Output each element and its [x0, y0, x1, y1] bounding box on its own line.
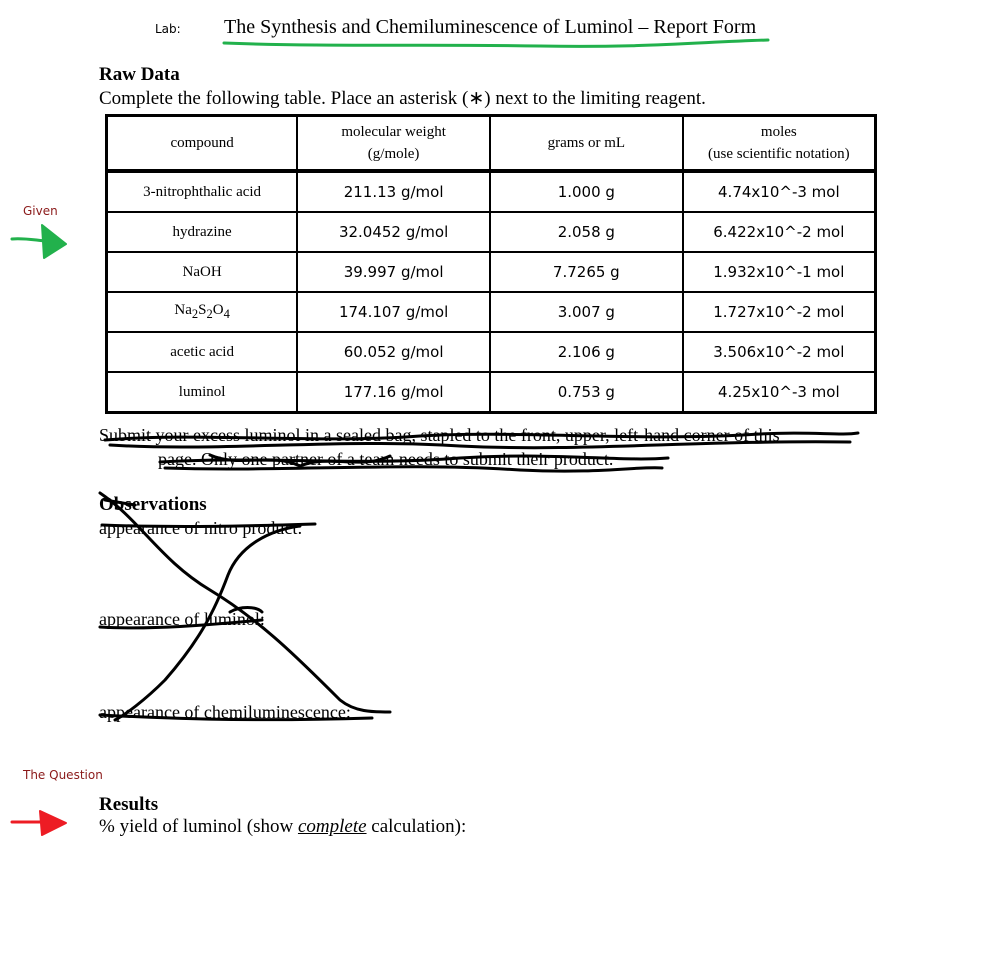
table-row [107, 292, 876, 332]
results-emphasis: complete [297, 816, 367, 837]
compound-cell: 3-nitrophthalic acid [107, 171, 298, 212]
amount-cell[interactable]: 7.7265 g [490, 252, 683, 292]
mw-cell[interactable]: 39.997 g/mol [297, 252, 490, 292]
mw-cell[interactable]: 211.13 g/mol [297, 171, 490, 212]
col-mw-unit: (g/mole) [367, 146, 420, 162]
raw-data-heading: Raw Data [99, 64, 180, 85]
green-arrow-icon [12, 225, 66, 258]
col-moles-label: moles [760, 124, 797, 140]
table-row [107, 372, 876, 413]
question-label: The Question [23, 768, 103, 782]
table-row [107, 171, 876, 212]
lab-label: Lab: [155, 22, 181, 36]
results-prefix: % yield of luminol (show [99, 816, 298, 837]
table-header-row [107, 116, 876, 172]
col-grams: grams or mL [490, 116, 683, 172]
moles-cell[interactable]: 6.422x10^-2 mol [683, 212, 876, 252]
obs-nitro-label: appearance of nitro product: [99, 518, 303, 538]
table-row [107, 212, 876, 252]
observations-heading: Observations [99, 494, 207, 515]
amount-cell[interactable]: 2.106 g [490, 332, 683, 372]
compound-cell: hydrazine [107, 212, 298, 252]
moles-cell[interactable]: 1.727x10^-2 mol [683, 292, 876, 332]
results-question [99, 816, 466, 838]
raw-data-instruction: Complete the following table. Place an asterisk (∗) next to the limiting reagent. [99, 88, 706, 109]
moles-cell[interactable]: 4.74x10^-3 mol [683, 171, 876, 212]
table-row [107, 332, 876, 372]
col-molecular-weight [297, 116, 490, 172]
mw-cell[interactable]: 60.052 g/mol [297, 332, 490, 372]
compound-cell: acetic acid [107, 332, 298, 372]
table-row [107, 252, 876, 292]
results-suffix: calculation): [366, 816, 467, 837]
raw-data-table [105, 114, 877, 414]
red-arrow-icon [12, 811, 66, 835]
mw-cell[interactable]: 32.0452 g/mol [297, 212, 490, 252]
amount-cell[interactable]: 1.000 g [490, 171, 683, 212]
amount-cell[interactable]: 3.007 g [490, 292, 683, 332]
compound-cell: luminol [107, 372, 298, 413]
col-moles-note: (use scientific notation) [708, 146, 850, 162]
results-heading: Results [99, 794, 159, 815]
moles-cell[interactable]: 3.506x10^-2 mol [683, 332, 876, 372]
compound-cell: NaOH [107, 252, 298, 292]
na-formula: $Na_2S_2O_4$ [174, 302, 230, 321]
mw-cell[interactable]: 174.107 g/mol [297, 292, 490, 332]
page-title: The Synthesis and Chemiluminescence of Luminol – Report Form [224, 16, 757, 38]
amount-cell[interactable]: 2.058 g [490, 212, 683, 252]
given-label: Given [23, 204, 58, 218]
col-moles [683, 116, 876, 172]
col-compound: compound [107, 116, 298, 172]
compound-cell [107, 292, 298, 332]
col-mw-label: molecular weight [341, 124, 446, 140]
title-underline [224, 40, 768, 46]
obs-luminol-label: appearance of luminol: [99, 609, 265, 629]
moles-cell[interactable]: 1.932x10^-1 mol [683, 252, 876, 292]
submit-note-line1: Submit your excess luminol in a sealed bag, stapled to the front, upper, left-hand corner of this [99, 425, 780, 445]
obs-chemi-label: appearance of chemiluminescence: [99, 702, 351, 722]
amount-cell[interactable]: 0.753 g [490, 372, 683, 413]
moles-cell[interactable]: 4.25x10^-3 mol [683, 372, 876, 413]
mw-cell[interactable]: 177.16 g/mol [297, 372, 490, 413]
submit-note-line2: page. Only one partner of a team needs to submit their product. [158, 449, 614, 469]
